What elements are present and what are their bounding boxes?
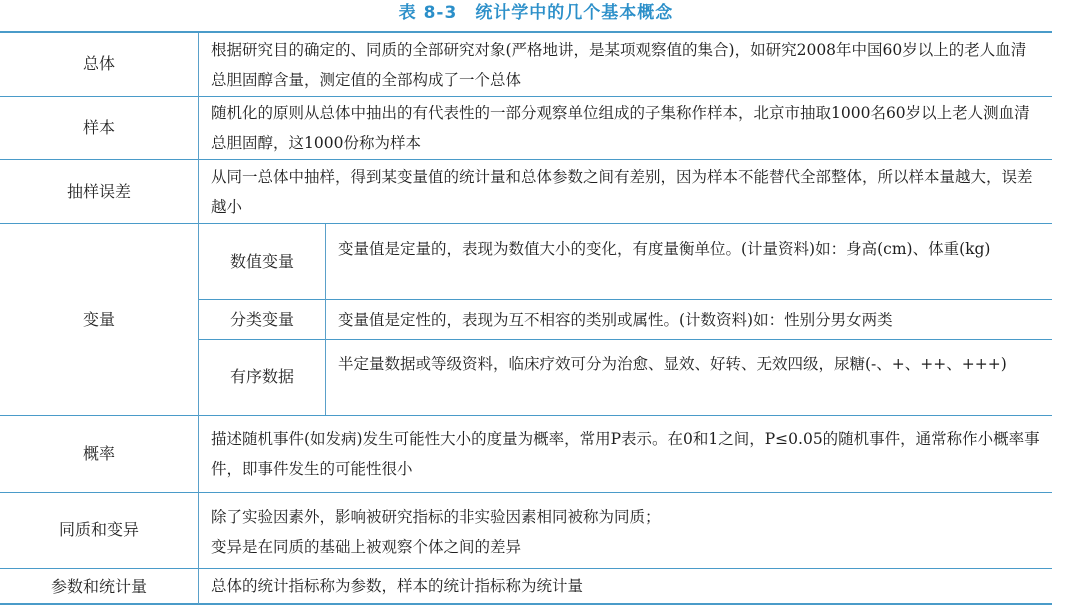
- top-border: [0, 31, 1052, 33]
- desc-sampling-error: 从同一总体中抽样，得到某变量值的统计量和总体参数之间有差别，因为样本不能替代全部整体，所以样本量越大，误差越小: [211, 168, 1033, 216]
- term-ordinal-data: 有序数据: [229, 367, 294, 386]
- desc-homogeneity-line-2: 变异是在同质的基础上被观察个体之间的差异: [211, 538, 522, 556]
- subrow-divider: [199, 299, 1052, 300]
- term-numeric-variable: 数值变量: [229, 252, 294, 271]
- desc-ordinal-data: 半定量数据或等级资料，临床疗效可分为治愈、显效、好转、无效四级，尿糖(-、+、++、+++): [338, 355, 1007, 373]
- desc-categorical-variable: 变量值是定性的，表现为互不相容的类别或属性。(计数资料)如：性别分男女两类: [338, 311, 893, 329]
- desc-parameter-statistic: 总体的统计指标称为参数，样本的统计指标称为统计量: [211, 577, 584, 595]
- term-sampling-error: 抽样误差: [66, 182, 131, 201]
- table-title: [0, 0, 1072, 26]
- row-divider: [0, 223, 1052, 224]
- term-variable: 变量: [82, 310, 115, 329]
- term-parameter-statistic: 参数和统计量: [50, 577, 147, 596]
- row-divider: [0, 96, 1052, 97]
- desc-probability: 描述随机事件(如发病)发生可能性大小的度量为概率，常用P表示。在0和1之间，P≤0.05的随机事件，通常称作小概率事件，即事件发生的可能性很小: [211, 430, 1040, 478]
- term-population: 总体: [82, 54, 115, 73]
- desc-numeric-variable: 变量值是定量的，表现为数值大小的变化，有度量衡单位。(计量资料)如：身高(cm)、体重(kg): [338, 240, 991, 258]
- term-sample: 样本: [82, 118, 115, 137]
- subcolumn-divider: [325, 224, 326, 415]
- desc-sample: 随机化的原则从总体中抽出的有代表性的一部分观察单位组成的子集称作样本，北京市抽取1000名60岁以上老人测血清总胆固醇，这1000份称为样本: [211, 104, 1030, 152]
- row-divider: [0, 568, 1052, 569]
- row-divider: [0, 159, 1052, 160]
- term-homogeneity-variation: 同质和变异: [58, 520, 139, 539]
- desc-homogeneity-line-1: 除了实验因素外，影响被研究指标的非实验因素相同被称为同质；: [211, 508, 661, 526]
- term-categorical-variable: 分类变量: [229, 310, 294, 329]
- table-title-text: 统计学中的几个基本概念: [475, 3, 674, 23]
- desc-population: 根据研究目的确定的、同质的全部研究对象(严格地讲，是某项观察值的集合)，如研究2008年中国60岁以上的老人血清总胆固醇含量，测定值的全部构成了一个总体: [211, 41, 1027, 89]
- row-divider: [0, 492, 1052, 493]
- subrow-divider: [199, 339, 1052, 340]
- row-divider: [0, 415, 1052, 416]
- table-number: 表 8-3: [398, 3, 458, 23]
- term-probability: 概率: [82, 444, 115, 463]
- bottom-border: [0, 603, 1052, 605]
